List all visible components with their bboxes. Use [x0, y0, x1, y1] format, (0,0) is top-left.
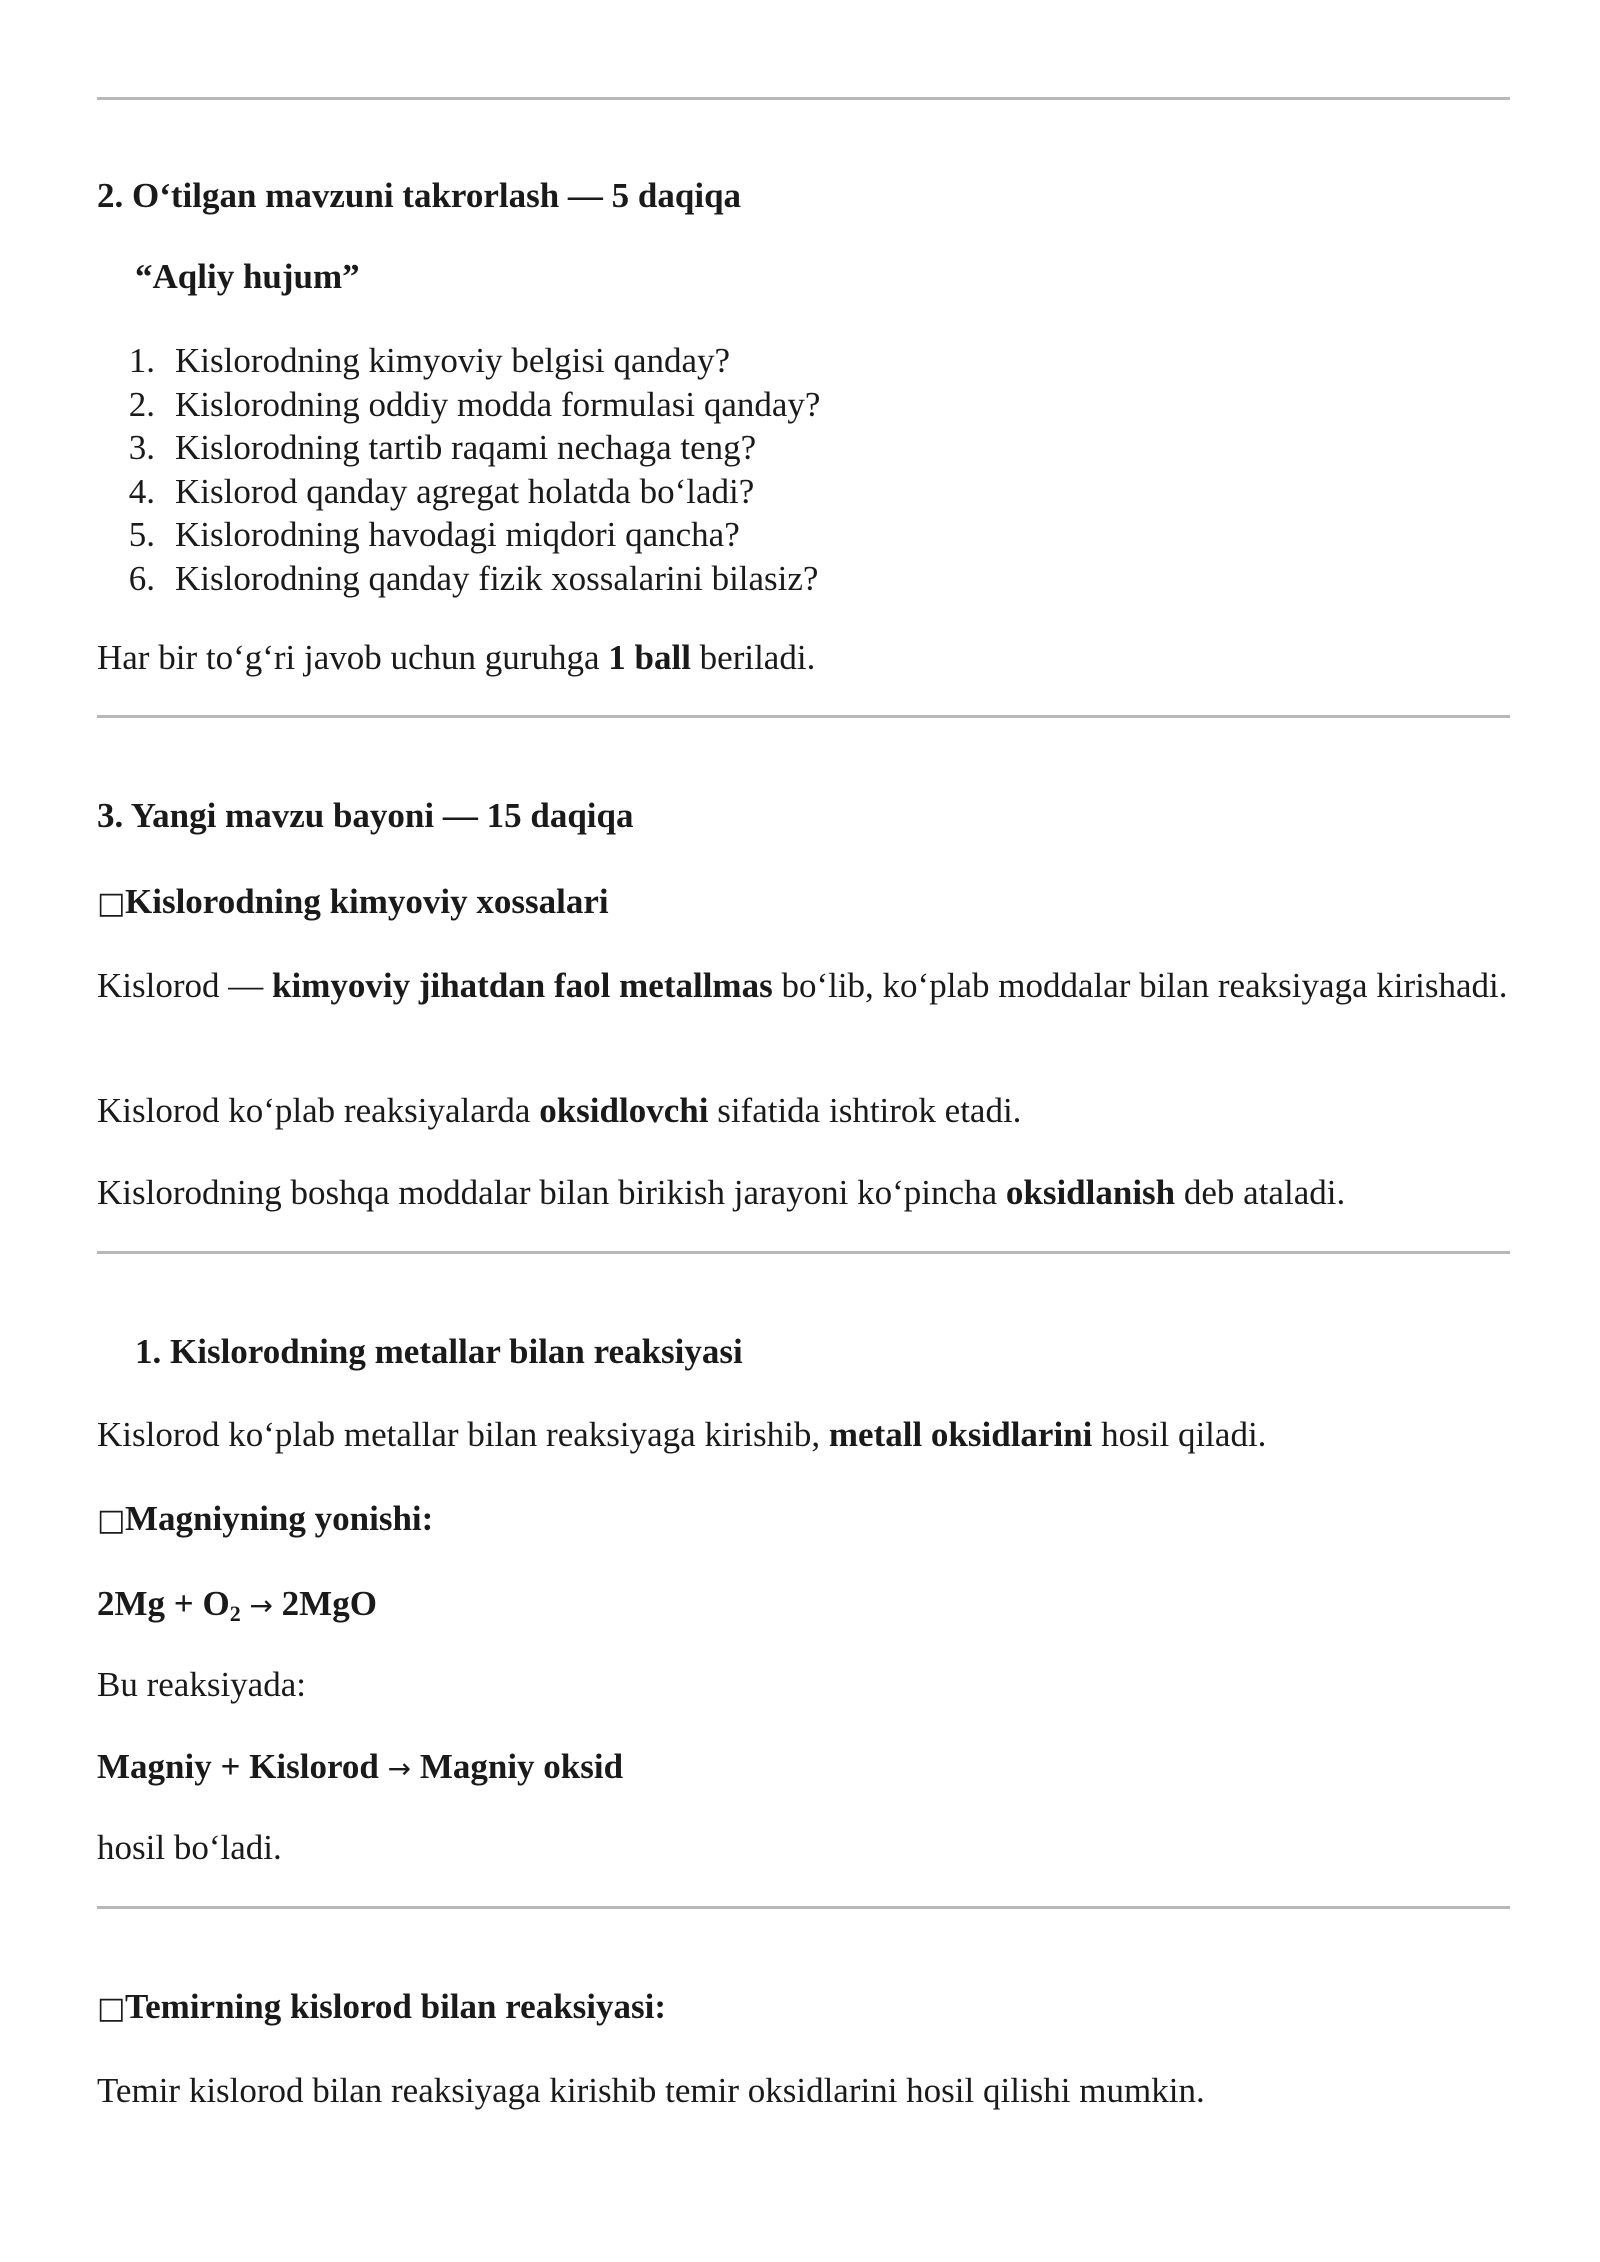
paragraph-1: Kislorod — kimyoviy jihatdan faol metallmas bo‘lib, ko‘plab moddalar bilan reaksiyaga kirishadi. [97, 966, 1508, 1005]
arrow-icon: → [387, 1752, 412, 1785]
section-2-subtitle: “Aqliy hujum” [135, 257, 360, 296]
metals-paragraph: Kislorod ko‘plab metallar bilan reaksiyaga kirishib, metall oksidlarini hosil qiladi. [97, 1415, 1267, 1454]
bullet-icon: □ [97, 886, 126, 921]
list-item: 3. Kislorodning tartib raqami nechaga teng? [128, 428, 757, 468]
horizontal-rule [97, 1251, 1510, 1254]
horizontal-rule [97, 715, 1510, 718]
iron-heading: □Temirning kislorod bilan reaksiyasi: [97, 1985, 1510, 2031]
score-note: Har bir to‘g‘ri javob uchun guruhga 1 ball beriladi. [97, 638, 816, 677]
bullet-icon: □ [97, 1503, 126, 1538]
list-item: 4. Kislorod qanday agregat holatda bo‘ladi? [128, 471, 755, 511]
word-equation: Magniy + Kislorod → Magniy oksid [97, 1747, 624, 1786]
list-item: 1. Kislorodning kimyoviy belgisi qanday? [128, 341, 731, 380]
arrow-icon: → [249, 1589, 273, 1622]
chemical-properties-heading: □Kislorodning kimyoviy xossalari [97, 880, 1510, 926]
bu-reaksiyada: Bu reaksiyada: [97, 1665, 306, 1704]
paragraph-3: Kislorodning boshqa moddalar bilan birikish jarayoni ko‘pincha oksidlanish deb ataladi. [97, 1173, 1346, 1212]
paragraph-2: Kislorod ko‘plab reaksiyalarda oksidlovchi sifatida ishtirok etadi. [97, 1091, 1022, 1130]
hosil-text: hosil bo‘ladi. [97, 1828, 282, 1867]
section-2-title: 2. O‘tilgan mavzuni takrorlash — 5 daqiqa [97, 176, 742, 215]
metals-heading: 1. Kislorodning metallar bilan reaksiyasi [135, 1332, 743, 1371]
magnesium-heading: □Magniyning yonishi: [97, 1497, 1510, 1543]
iron-paragraph: Temir kislorod bilan reaksiyaga kirishib temir oksidlarini hosil qilishi mumkin. [97, 2071, 1205, 2110]
list-item: 6. Kislorodning qanday fizik xossalarini bilasiz? [128, 558, 819, 598]
bullet-icon: □ [97, 1991, 126, 2026]
section-3-title: 3. Yangi mavzu bayoni — 15 daqiqa [97, 796, 634, 835]
question-list [97, 339, 1510, 601]
horizontal-rule [97, 97, 1510, 100]
equation: $2Mg + O_2 \to 2MgO$ [97, 1584, 377, 1626]
horizontal-rule [97, 1906, 1510, 1909]
list-item: 2. Kislorodning oddiy modda formulasi qanday? [128, 384, 821, 424]
list-item: 5. Kislorodning havodagi miqdori qancha? [128, 515, 740, 555]
